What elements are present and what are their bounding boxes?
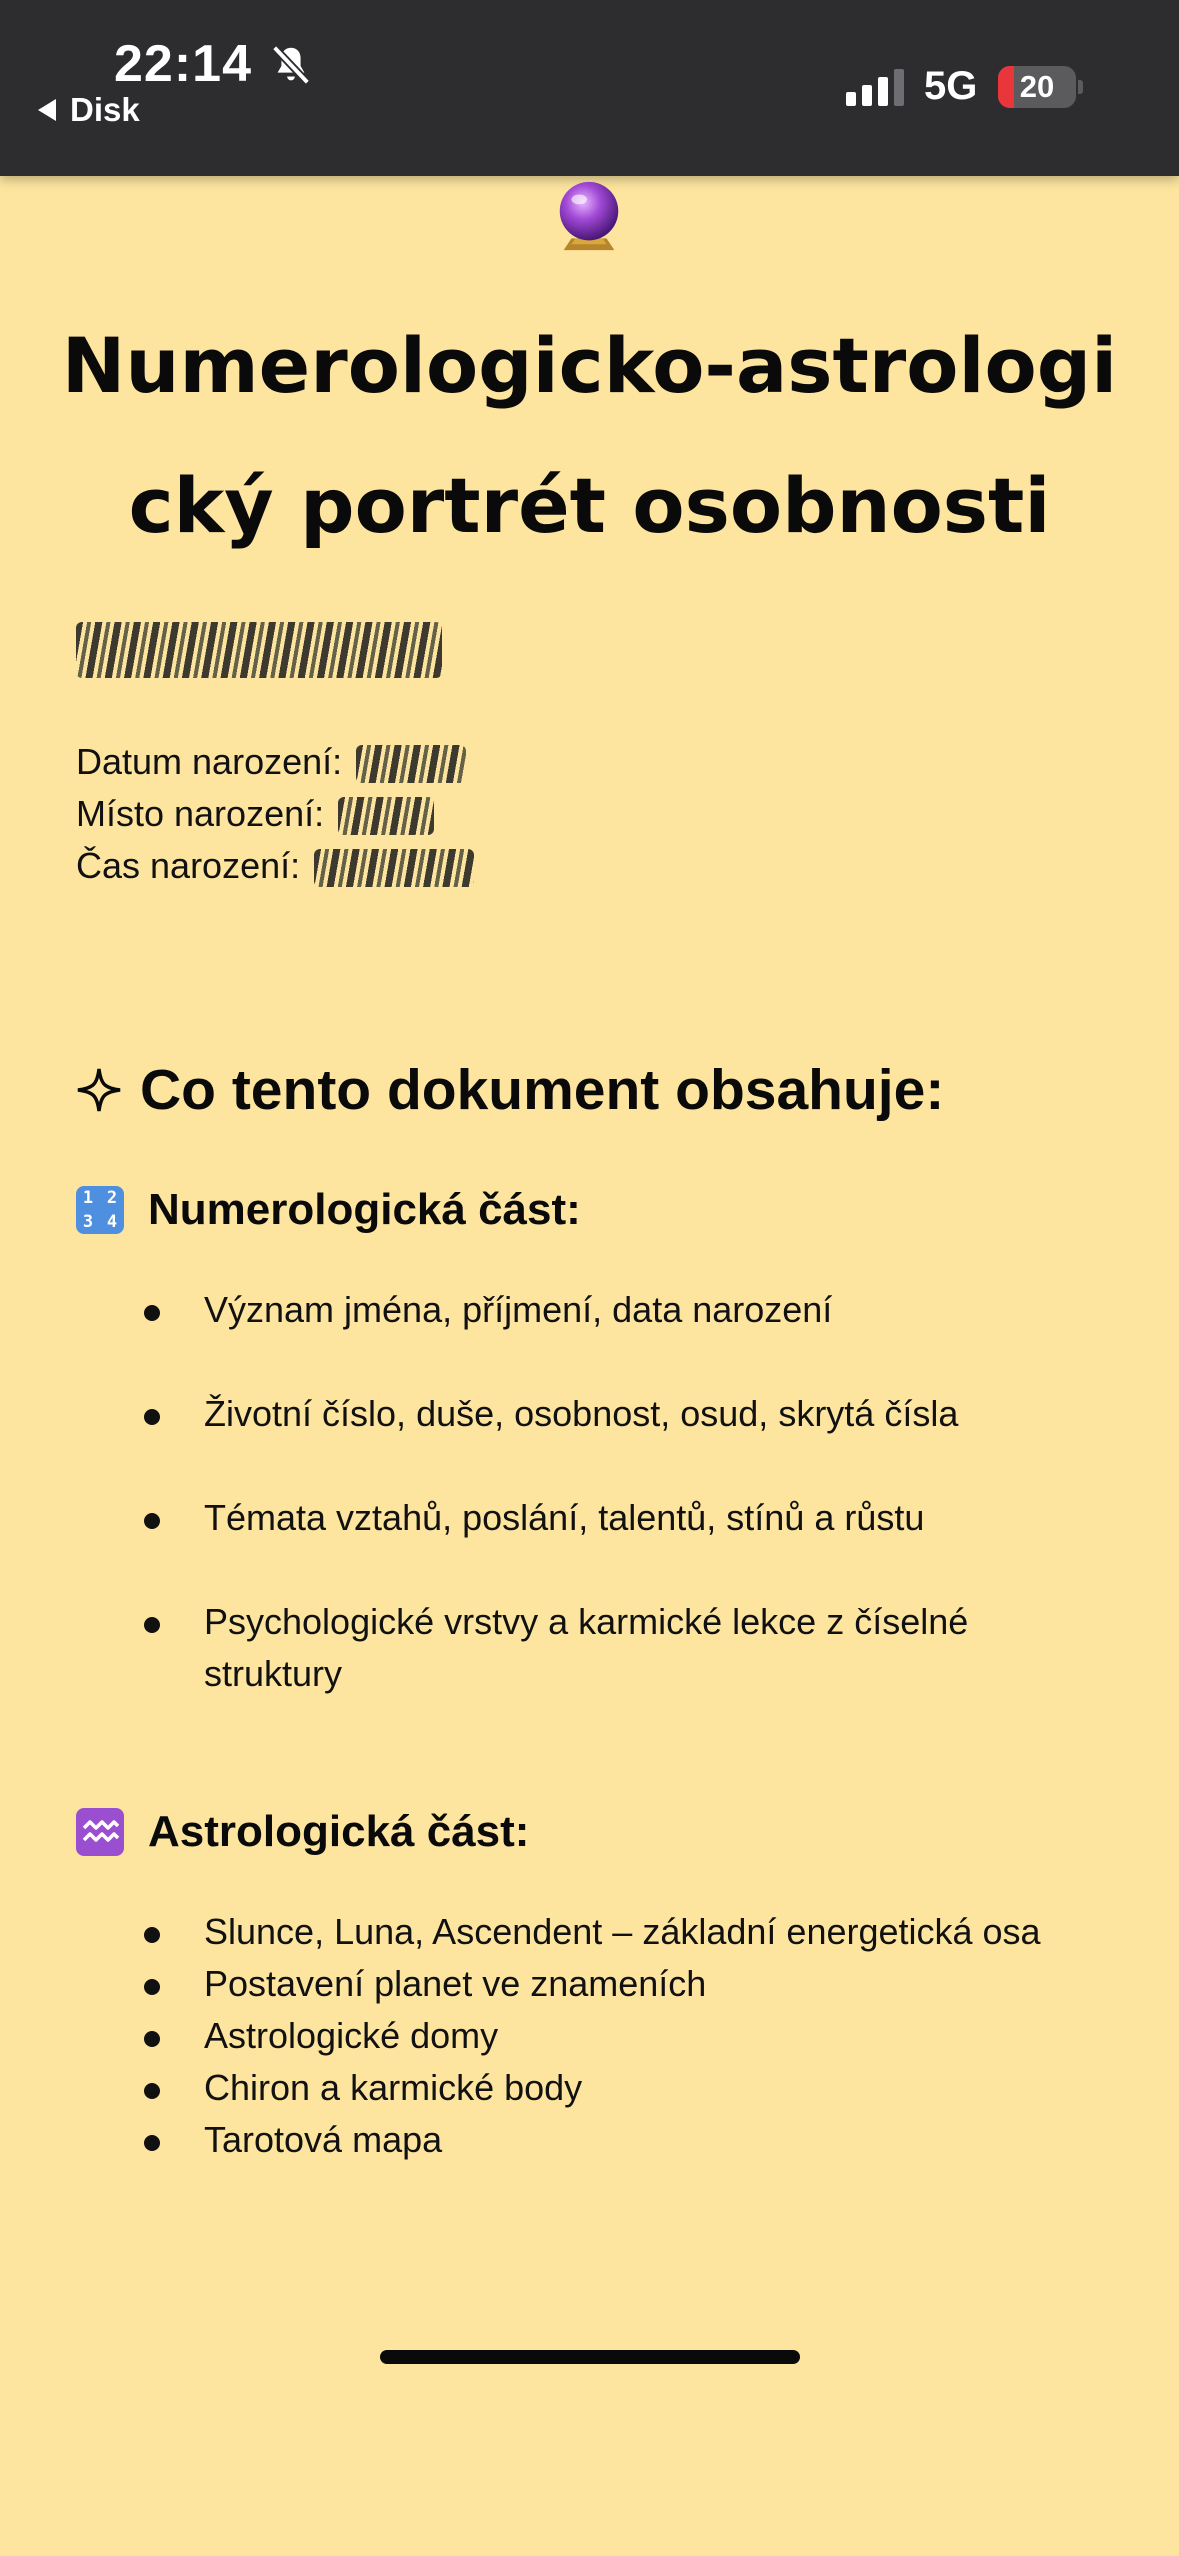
birth-time-label: Čas narození: xyxy=(76,845,301,886)
list-item-text: Chiron a karmické body xyxy=(204,2067,583,2108)
birth-date-row xyxy=(76,736,474,788)
list-item xyxy=(0,1388,1064,1440)
input-numbers-icon: 1 2 3 4 xyxy=(76,1186,124,1234)
bullet-icon xyxy=(144,1409,160,1425)
numerology-heading xyxy=(76,1180,581,1240)
bullet-icon xyxy=(144,1305,160,1321)
bullet-icon xyxy=(144,1617,160,1633)
status-time: 22:14 xyxy=(114,35,252,93)
contents-heading-text: Co tento dokument obsahuje: xyxy=(140,1058,945,1122)
back-arrow-icon xyxy=(38,99,56,121)
home-indicator[interactable] xyxy=(380,2350,800,2364)
numerology-heading-text: Numerologická část: xyxy=(148,1185,581,1234)
aquarius-icon xyxy=(76,1808,124,1856)
bullet-icon xyxy=(144,2031,160,2047)
redacted-birth-date xyxy=(356,745,466,783)
sparkle-icon xyxy=(76,1067,122,1113)
list-item-text: Témata vztahů, poslání, talentů, stínů a růstu xyxy=(204,1497,925,1538)
numerology-list xyxy=(0,1284,1064,1752)
list-item xyxy=(0,2062,1064,2114)
list-item-text: Astrologické domy xyxy=(204,2015,499,2056)
astrology-list xyxy=(0,1906,1064,2166)
back-link-label: Disk xyxy=(70,91,140,128)
battery-icon xyxy=(998,66,1076,108)
astrology-heading xyxy=(76,1802,529,1862)
bullet-icon xyxy=(144,1979,160,1995)
crystal-ball-icon xyxy=(550,176,628,254)
birth-time-row xyxy=(76,840,474,892)
network-type: 5G xyxy=(924,64,978,108)
contents-heading xyxy=(76,1050,944,1130)
bell-slash-icon xyxy=(268,42,314,88)
birth-date-label: Datum narození: xyxy=(76,741,343,782)
list-item-text: Postavení planet ve znameních xyxy=(204,1963,707,2004)
birth-place-row xyxy=(76,788,474,840)
list-item-text: Psychologické vrstvy a karmické lekce z číselné struktury xyxy=(204,1601,969,1694)
cellular-signal-icon xyxy=(846,68,906,108)
birth-place-label: Místo narození: xyxy=(76,793,325,834)
bullet-icon xyxy=(144,2083,160,2099)
list-item-text: Význam jména, příjmení, data narození xyxy=(204,1289,833,1330)
document-title: Numerologicko-astrologický portrét osobnosti xyxy=(61,321,1118,550)
birth-info xyxy=(76,736,474,892)
list-item-text: Slunce, Luna, Ascendent – základní energetická osa xyxy=(204,1911,1041,1952)
bullet-icon xyxy=(144,1927,160,1943)
redacted-birth-place xyxy=(338,797,434,835)
list-item xyxy=(0,1284,1064,1336)
redacted-person-name xyxy=(76,622,442,678)
back-to-disk-link[interactable] xyxy=(38,90,140,130)
list-item-text: Tarotová mapa xyxy=(204,2119,443,2160)
list-item xyxy=(0,2114,1064,2166)
list-item xyxy=(0,1906,1064,1958)
list-item xyxy=(0,2010,1064,2062)
list-item xyxy=(0,1492,1064,1544)
battery-percentage: 20 xyxy=(1019,69,1055,104)
redacted-birth-time xyxy=(314,849,474,887)
bullet-icon xyxy=(144,1513,160,1529)
list-item-text: Životní číslo, duše, osobnost, osud, skrytá čísla xyxy=(204,1393,959,1434)
battery-cap xyxy=(1078,80,1083,94)
list-item xyxy=(0,1958,1064,2010)
astrology-heading-text: Astrologická část: xyxy=(148,1807,530,1856)
bullet-icon xyxy=(144,2135,160,2151)
list-item xyxy=(0,1596,1064,1700)
status-bar xyxy=(0,0,1179,176)
